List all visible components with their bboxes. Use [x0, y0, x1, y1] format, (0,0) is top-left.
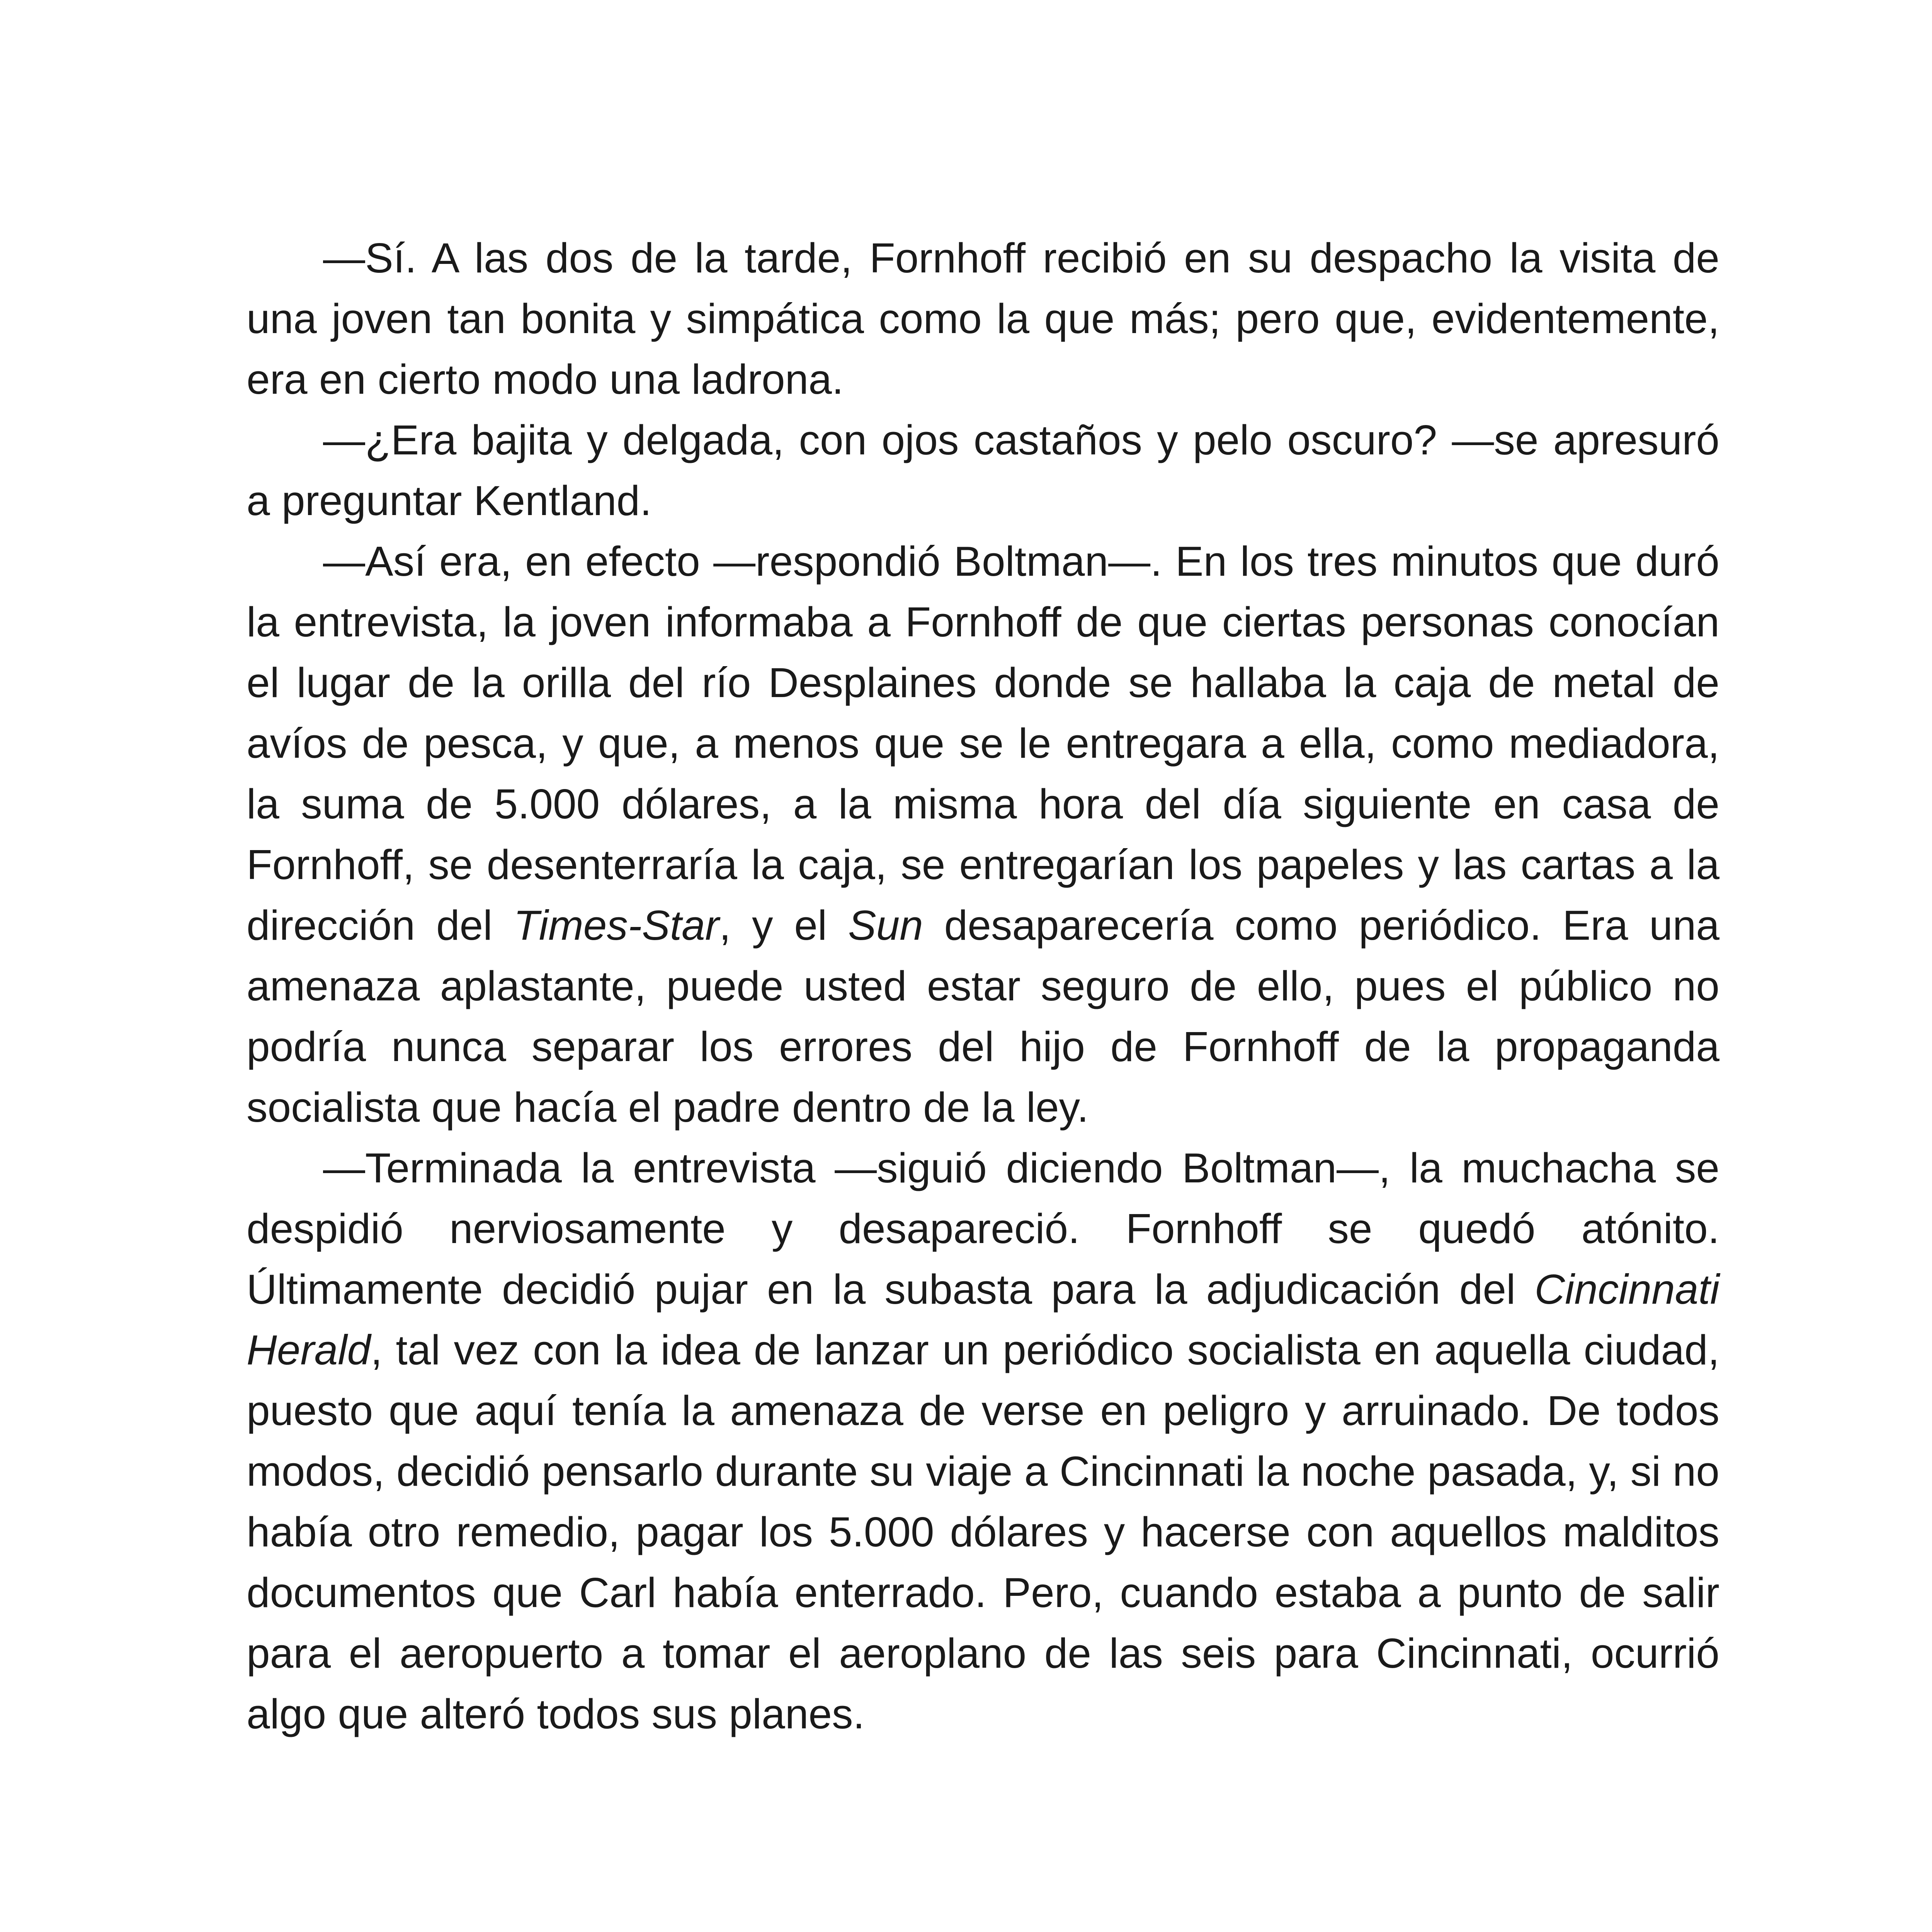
paragraph-text: —Terminada la entrevista —siguió diciendo Boltman—, la muchacha se despidió nerviosamente y desapareció. Fornhoff se quedó atónito. Últimamente decidió pujar en la subasta para la adjudicación del: [247, 1145, 1719, 1313]
paragraph-text: desaparecería como periódico. Era una amenaza aplastante, puede usted estar seguro de ello, pues el público no podría nunca separar los errores del hijo de Fornhoff de la propaganda socialista que hacía el padre dentro de la ley.: [247, 902, 1719, 1131]
newspaper-title: Cincinnati Herald: [247, 1266, 1719, 1374]
paragraph-text: —¿Era bajita y delgada, con ojos castaños y pelo oscuro? —se apresuró a preguntar Kentland.: [247, 417, 1719, 524]
paragraph-1: [247, 228, 1719, 410]
body-text: [247, 228, 1719, 1745]
paragraph-text: , y el: [719, 902, 848, 949]
newspaper-title: Sun: [848, 902, 923, 949]
paragraph-text: —Así era, en efecto —respondió Boltman—. En los tres minutos que duró la entrevista, la joven informaba a Fornhoff de que ciertas personas conocían el lugar de la orilla del río Desplaines donde se hallaba la caja de metal de avíos de pesca, y que, a menos que se le entregara a ella, como mediadora, la suma de 5.000 dólares, a la misma hora del día siguiente en casa de Fornhoff, se desenterraría la caja, se entregarían los papeles y las cartas a la dirección del: [247, 538, 1719, 949]
paragraph-text: —Sí. A las dos de la tarde, Fornhoff recibió en su despacho la visita de una joven tan bonita y simpática como la que más; pero que, evidentemente, era en cierto modo una ladrona.: [247, 235, 1719, 403]
paragraph-text: , tal vez con la idea de lanzar un periódico socialista en aquella ciudad, puesto que aquí tenía la amenaza de verse en peligro y arruinado. De todos modos, decidió pensarlo durante su viaje a Cincinnati la noche pasada, y, si no había otro remedio, pagar los 5.000 dólares y hacerse con aquellos malditos documentos que Carl había enterrado. Pero, cuando estaba a punto de salir para el aeropuerto a tomar el aeroplano de las seis para Cincinnati, ocurrió algo que alteró todos sus planes.: [247, 1327, 1719, 1738]
paragraph-3: [247, 531, 1719, 1138]
newspaper-title: Times-Star: [514, 902, 719, 949]
paragraph-4: [247, 1138, 1719, 1745]
paragraph-2: [247, 410, 1719, 531]
